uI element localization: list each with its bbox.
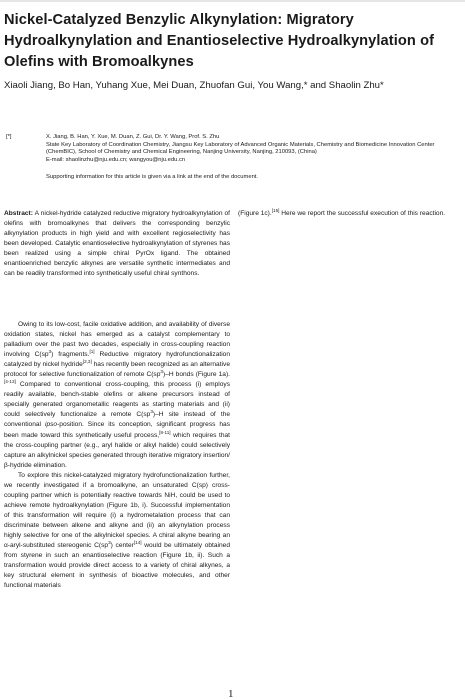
reference-2-3: [2,3] (82, 359, 92, 364)
p1-text: Compared to conventional cross-coupling, this process (i) employs readily available, bench-stable olefins or alkene precursors instead of specially generated organometallic reagents as starting materials and (ii) could selectively functionalize a remote C(sp (4, 381, 230, 419)
abstract (4, 209, 230, 279)
paragraph-1 (4, 320, 230, 471)
p1-text: Owing to its low-cost, facile oxidative addition, and availability of diverse oxidation states, nickel has emerged as a catalyst complementary to palladium over the past two decades, especially in cross-coupling reaction involving C(sp (4, 321, 230, 359)
p2-text: would be ultimately obtained from styrene in such an enantioselective reaction (Figure 1b, ii). Such a transformation would provide direct access to a variety of chiral alkynes, a key structural element in synthesis of bioactive molecules, and other functional materials (4, 542, 230, 590)
p1-text: -position. Since its conception, significant progress has been made toward this synthetically useful process, (4, 421, 230, 439)
page-number: 1 (228, 688, 234, 700)
body-text (4, 320, 230, 591)
p2-sup: 3 (108, 539, 111, 545)
article-title: Nickel-Catalyzed Benzylic Alkynylation: Migratory Hydroalkynylation and Enantioselective Hydroalkynylation of Olefins with Bromoalkynes (4, 12, 435, 70)
right-column-text-a: (Figure 1c). (238, 210, 272, 217)
top-rule (0, 0, 465, 2)
p1-text: which requires that the cross-coupling partner (e.g., aryl halide or alkyl halide) could selectively capture an alkylnickel species generated through iterative migratory insertion/β-hydride elimination. (4, 431, 230, 469)
reference-1: [1] (89, 348, 95, 354)
p1-sup: 3 (48, 348, 52, 354)
p1-italic: ipso (44, 421, 58, 429)
reference-14: [14] (133, 539, 142, 545)
p1-sup: 3 (160, 369, 163, 375)
affiliation-marker: [*] (6, 134, 12, 140)
p1-sup: 3 (150, 409, 153, 415)
right-column-text (238, 209, 463, 219)
right-column-text-b: Here we report the successful execution of this reaction. (279, 210, 446, 217)
p1-text: )–H site instead of the conventional (4, 411, 230, 429)
affiliation-email: E-mail: shaolinzhu@nju.edu.cn; wangyou@nju.edu.cn (46, 156, 186, 163)
paragraph-2 (4, 471, 230, 592)
abstract-label: Abstract: (4, 210, 33, 217)
p1-text: has recently been recognized as an alternative protocol for selective functionalization of remote C(sp (4, 361, 230, 379)
author-list: Xiaoli Jiang, Bo Han, Yuhang Xue, Mei Duan, Zhuofan Gui, You Wang,* and Shaolin Zhu* (4, 80, 384, 91)
reference-15: [15] (271, 207, 280, 213)
reference-4-13: [4-13] (4, 379, 16, 385)
reference-8-11: [8-11] (159, 429, 171, 435)
abstract-text: A nickel-hydride catalyzed reductive migratory hydroalkynylation of olefins with bromoalkynes that delivers the corresponding benzylic alkynylation products in high yield and with excellent regioselectivity has been developed. Catalytic enantioselective hydroalkynylation of styrenes has been realized using a simple chiral PyrOx ligand. The obtained enantioenriched benzylic alkynes are versatile synthetic intermediates and can be readily transformed into synthetically useful chiral synthons. (4, 210, 231, 278)
p1-text: Reductive migratory hydrofunctionalization catalyzed by nickel hydride (4, 351, 231, 369)
p1-text: ) fragments. (51, 351, 90, 359)
p2-text: ) center (110, 542, 134, 550)
affiliation-block (46, 134, 461, 164)
p1-text: )–H bonds (Figure 1a). (162, 371, 231, 379)
p2-text: To explore this nickel-catalyzed migratory hydrofunctionalization further, we recently investigated if a bromoalkyne, an unsaturated C(sp) cross-coupling partner which is potentially reactive towards NiH, could be used to achieve remote hydroalkynylation (Figure 1b, i). Successful implementation of this transformation will require (i) a hydrometalation process that can discriminate between alkene and alkyne and (ii) an alkynylation process highly selective for one of the alkylnickel species. A chiral alkyne bearing an α-aryl-substituted stereogenic C(sp (4, 471, 230, 550)
supporting-info-note: Supporting information for this article is given via a link at the end of the document. (46, 174, 259, 180)
affiliation-address: State Key Laboratory of Coordination Chemistry, Jiangsu Key Laboratory of Advanced Organic Materials, Chemistry and Biomedicine Innovation Center (ChemBIC), School of Chemistry and Chemical Engineering, Nanjing University, Nanjing, 210093, (China) (46, 141, 435, 156)
affiliation-names: X. Jiang, B. Han, Y. Xue, M. Duan, Z. Gui, Dr. Y. Wang, Prof. S. Zhu (46, 134, 220, 140)
